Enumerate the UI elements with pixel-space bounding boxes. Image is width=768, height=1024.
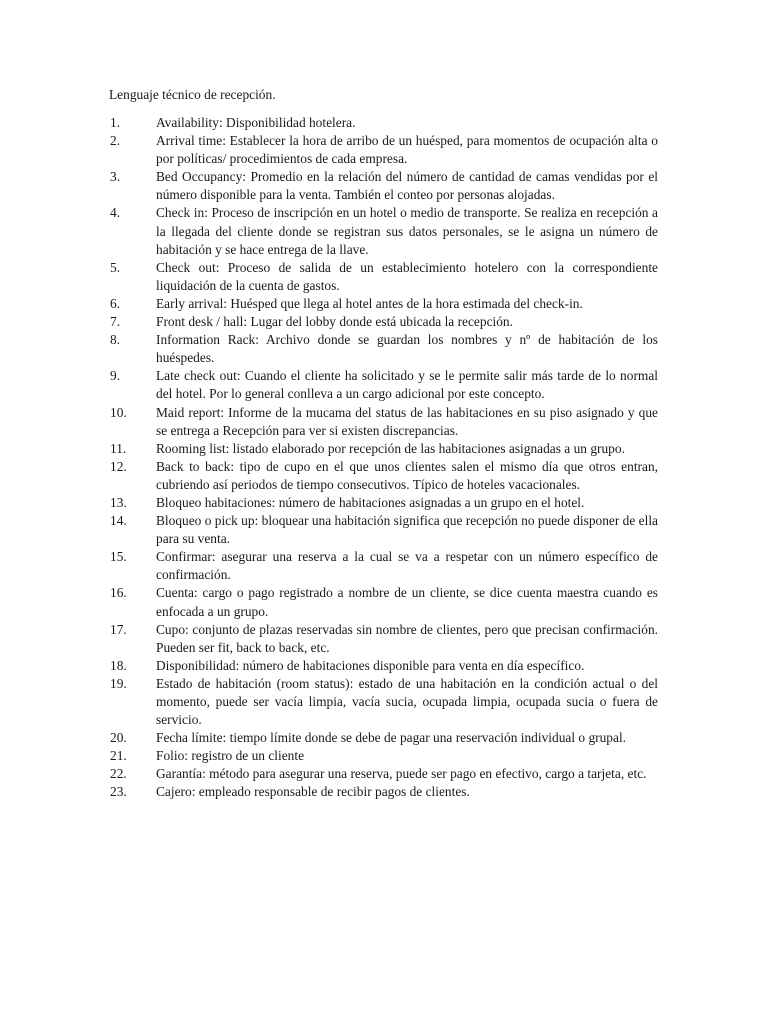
item-definition: Late check out: Cuando el cliente ha solicitado y se le permite salir más tarde de lo normal del hotel. Por lo general conlleva a un cargo adicional por este concepto. [156,368,658,402]
glossary-item [110,584,658,620]
item-number: 11. [110,440,127,456]
glossary-item [110,313,658,331]
glossary-item [110,259,658,295]
item-definition: Disponibilidad: número de habitaciones disponible para venta en día específico. [156,657,585,673]
glossary-item [110,765,658,783]
item-definition: Fecha límite: tiempo límite donde se debe de pagar una reservación individual o grupal. [156,730,627,746]
item-number: 13. [110,494,127,510]
item-definition: Folio: registro de un cliente [156,748,305,764]
item-definition: Cupo: conjunto de plazas reservadas sin nombre de clientes, pero que precisan confirmación. Pueden ser fit, back to back, etc. [156,621,658,655]
glossary-item [110,331,658,367]
item-definition: Arrival time: Establecer la hora de arribo de un huésped, para momentos de ocupación alta o por políticas/ procedimientos de cada empresa. [156,133,658,167]
glossary-item [110,295,658,313]
glossary-item [110,367,658,403]
glossary-item [110,404,658,440]
item-definition: Check out: Proceso de salida de un establecimiento hotelero con la correspondiente liquidación de la cuenta de gastos. [156,259,658,293]
glossary-item [110,440,658,458]
glossary-item [110,747,658,765]
item-definition: Maid report: Informe de la mucama del status de las habitaciones en su piso asignado y que se entrega a Recepción para ver si existen discrepancias. [156,404,658,438]
glossary-item [110,675,658,729]
glossary-item [110,548,658,584]
glossary-item [110,494,658,512]
item-number: 6. [110,295,121,311]
item-number: 2. [110,133,121,149]
item-definition: Front desk / hall: Lugar del lobby donde está ubicada la recepción. [156,314,513,330]
item-definition: Garantía: método para asegurar una reserva, puede ser pago en efectivo, cargo a tarjeta, etc. [156,766,647,782]
item-number: 12. [110,458,127,474]
item-definition: Early arrival: Huésped que llega al hotel antes de la hora estimada del check-in. [156,295,583,311]
item-number: 3. [110,169,121,185]
item-number: 7. [110,314,121,330]
item-definition: Bloqueo habitaciones: número de habitaciones asignadas a un grupo en el hotel. [156,494,585,510]
item-number: 14. [110,513,127,529]
item-number: 16. [110,585,127,601]
item-definition: Rooming list: listado elaborado por recepción de las habitaciones asignadas a un grupo. [156,440,625,456]
item-definition: Information Rack: Archivo donde se guardan los nombres y nº de habitación de los huéspedes. [156,332,658,366]
item-number: 1. [110,115,121,130]
item-definition: Availability: Disponibilidad hotelera. [156,115,356,130]
item-number: 10. [110,404,127,420]
glossary-item [110,657,658,675]
item-number: 9. [110,368,121,384]
item-number: 4. [110,205,121,221]
item-definition: Bed Occupancy: Promedio en la relación del número de cantidad de camas vendidas por el número disponible para la venta. También el conteo por personas alojadas. [156,169,658,203]
item-number: 23. [110,784,127,800]
item-number: 22. [110,766,127,782]
glossary-item [110,729,658,747]
item-number: 8. [110,332,121,348]
item-definition: Cuenta: cargo o pago registrado a nombre de un cliente, se dice cuenta maestra cuando es enfocada a un grupo. [156,585,658,619]
item-definition: Back to back: tipo de cupo en el que unos clientes salen el mismo día que otros entran, cubriendo así periodos de tiempo consecutivos. Típico de hoteles vacacionales. [156,458,658,492]
item-number: 18. [110,657,127,673]
item-definition: Check in: Proceso de inscripción en un hotel o medio de transporte. Se realiza en recepción a la llegada del cliente donde se registran sus datos personales, se le asigna un número de habitación y se hace entrega de la llave. [156,205,658,257]
item-definition: Cajero: empleado responsable de recibir pagos de clientes. [156,784,470,800]
glossary-item [110,512,658,548]
item-number: 20. [110,730,127,746]
item-number: 17. [110,621,127,637]
item-number: 5. [110,259,121,275]
item-number: 19. [110,675,127,691]
glossary-item [110,132,658,168]
glossary-item [110,204,658,258]
glossary-item [110,114,658,132]
item-number: 15. [110,549,127,565]
glossary-item [110,458,658,494]
glossary-item [110,621,658,657]
item-definition: Confirmar: asegurar una reserva a la cual se va a respetar con un número específico de confirmación. [156,549,658,583]
document-title: Lenguaje técnico de recepción. [109,87,276,102]
item-number: 21. [110,748,127,764]
glossary-item [110,783,658,801]
glossary-list [110,114,658,802]
glossary-item [110,168,658,204]
item-definition: Bloqueo o pick up: bloquear una habitación significa que recepción no puede disponer de ella para su venta. [156,513,658,547]
item-definition: Estado de habitación (room status): estado de una habitación en la condición actual o del momento, puede ser vacía limpia, vacía sucia, ocupada limpia, ocupada sucia o fuera de servicio. [156,675,658,728]
